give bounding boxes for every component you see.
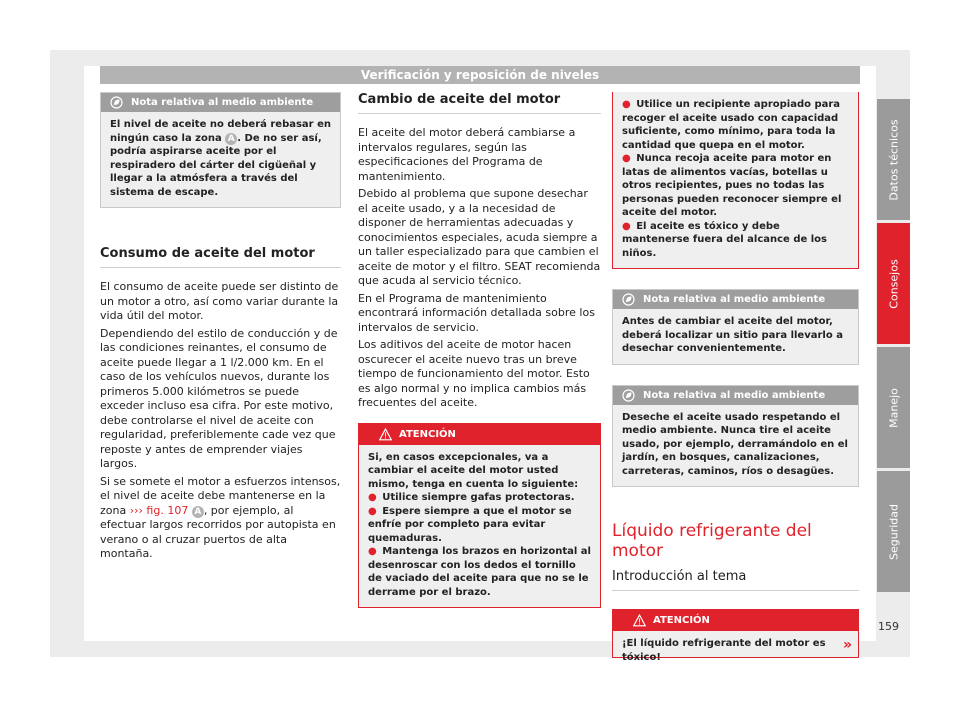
paragraph: El consumo de aceite puede ser distinto de un motor a otro, así como variar durante la vida útil del motor. — [100, 280, 339, 322]
note-body — [101, 112, 340, 207]
list-item — [622, 98, 849, 152]
note-header — [613, 290, 858, 309]
warning-intro: Si, en casos excepcionales, va a cambiar el aceite del motor usted mismo, tenga en cuenta lo siguiente: — [368, 451, 579, 490]
paragraph-text: Si se somete el motor a esfuerzos intensos, el nivel de aceite debe mantenerse en la zona — [100, 474, 341, 517]
page-number: 159 — [878, 620, 899, 633]
side-tab-consejos[interactable] — [877, 223, 910, 344]
side-tab-datos-tecnicos[interactable] — [877, 99, 910, 220]
warning-box-continued — [612, 92, 859, 269]
side-tab-label: Datos técnicos — [887, 118, 900, 201]
paragraph-text: , por ejemplo, al efectuar largos recorridos por autopista en verano o al cruzar puertos de alta montaña. — [100, 503, 336, 560]
list-item-text: El aceite es tóxico y debe mantenerse fuera del alcance de los niños. — [622, 220, 827, 259]
list-item-text: Utilice siempre gafas protectoras. — [382, 492, 575, 503]
note-title: Nota relativa al medio ambiente — [131, 97, 314, 108]
column-2 — [358, 92, 601, 608]
list-item-text: Utilice un recipiente apropiado para recoger el aceite usado con capacidad suficiente, como mínimo, para toda la cantidad que quepa en el motor. — [622, 99, 841, 151]
list-item — [622, 152, 849, 220]
column-1 — [100, 92, 341, 565]
chapter-title: Líquido refrigerante del motor — [612, 521, 812, 561]
leaf-icon — [622, 389, 635, 402]
bullet-icon: ● — [368, 505, 377, 517]
continue-arrow-icon: » — [842, 637, 852, 653]
warning-body — [359, 445, 600, 608]
leaf-icon — [622, 293, 635, 306]
zone-marker: A — [225, 133, 237, 145]
side-tab-label: Consejos — [887, 258, 900, 309]
chapter-header: Verificación y reposición de niveles — [100, 66, 860, 84]
list-item-text: Nunca recoja aceite para motor en latas de alimentos vacías, botellas u otros recipientes, pues no todas las personas pueden reconocer siempre el aceite del motor. — [622, 153, 842, 218]
bullet-icon: ● — [622, 153, 631, 164]
warning-triangle-icon — [633, 614, 646, 627]
paragraph: En el Programa de mantenimiento encontrará información detallada sobre los intervalos de servicio. — [358, 291, 595, 334]
warning-title: ATENCIÓN — [653, 615, 710, 626]
side-tab-manejo[interactable] — [877, 347, 910, 468]
warning-box — [358, 423, 601, 609]
note-text: . De no ser así, podría aspirarse aceite por el respiradero del cárter del cigüeñal y llegar a la atmósfera a través del sistema de escape. — [110, 132, 322, 198]
zone-marker: A — [192, 506, 204, 518]
warning-box — [612, 609, 859, 663]
column-3 — [612, 92, 859, 663]
note-header — [101, 93, 340, 112]
paragraph: Debido al problema que supone desechar el aceite usado, y a la necesidad de disponer de herramientas adecuadas y conocimientos especiales, acuda siempre a un taller especializado para que cambien el aceite de motor y el filtro. SEAT recomienda que acuda al servicio técnico. — [358, 187, 601, 287]
paragraph: El aceite del motor deberá cambiarse a intervalos regulares, según las especificaciones del Programa de mantenimiento. — [358, 126, 576, 183]
warning-header — [613, 610, 858, 631]
section-title: Cambio de aceite del motor — [358, 92, 601, 114]
note-body: Deseche el aceite usado respetando el medio ambiente. Nunca tire el aceite usado, por ejemplo, derramándolo en el jardín, en bosques, canalizaciones, carreteras, caminos, ríos o desagües. — [622, 411, 848, 477]
bullet-icon: ● — [622, 220, 631, 232]
warning-title: ATENCIÓN — [399, 428, 456, 440]
environment-note — [100, 92, 341, 208]
paragraph: Los aditivos del aceite de motor hacen oscurecer el aceite nuevo tras un breve tiempo de funcionamiento del motor. Esto es algo normal y no implica cambios más frecuentes del aceite. — [358, 338, 590, 409]
warning-header — [359, 424, 600, 445]
list-item-text: Espere siempre a que el motor se enfríe por completo para evitar quemaduras. — [368, 505, 572, 544]
paragraph — [100, 475, 341, 562]
bullet-icon: ● — [368, 546, 377, 557]
section-title: Consumo de aceite del motor — [100, 246, 341, 268]
note-header — [613, 386, 858, 405]
list-item-text: Mantenga los brazos en horizontal al desenroscar con los dedos el tornillo de vaciado del aceite para que no se le derrame por el brazo. — [368, 546, 591, 598]
note-text: El nivel de aceite no deberá rebasar en ningún caso la zona — [110, 119, 331, 144]
side-tab-label: Manejo — [887, 387, 900, 428]
leaf-icon — [110, 96, 123, 109]
warning-body: ¡El líquido refrigerante del motor es tóxico! — [622, 638, 826, 663]
note-body: Antes de cambiar el aceite del motor, deberá localizar un sitio para llevarlo a desechar convenientemente. — [622, 316, 843, 354]
list-item — [368, 491, 591, 505]
environment-note — [612, 385, 859, 488]
list-item — [368, 505, 591, 546]
note-title: Nota relativa al medio ambiente — [643, 294, 826, 305]
warning-body — [613, 92, 858, 268]
bullet-icon: ● — [622, 99, 631, 110]
list-item — [368, 545, 591, 599]
bullet-icon: ● — [368, 492, 377, 503]
note-title: Nota relativa al medio ambiente — [643, 389, 826, 401]
list-item — [622, 220, 849, 261]
section-subtitle: Introducción al tema — [612, 569, 859, 591]
warning-triangle-icon — [379, 428, 392, 441]
paragraph: Dependiendo del estilo de conducción y de las condiciones reinantes, el consumo de aceite puede llegar a 1 l/2.000 km. En el caso de los vehículos nuevos, durante los primeros 5.000 kilómetros se puede exceder incluso esa cifra. Por este motivo, debe controlarse el nivel de aceite con regularidad, preferiblemente cade vez que reposte y antes de emprender viajes largos. — [100, 326, 338, 470]
figure-link[interactable]: ››› fig. 107 — [129, 503, 189, 517]
environment-note — [612, 289, 859, 365]
side-tab-seguridad[interactable] — [877, 471, 910, 592]
side-tab-label: Seguridad — [887, 503, 900, 560]
